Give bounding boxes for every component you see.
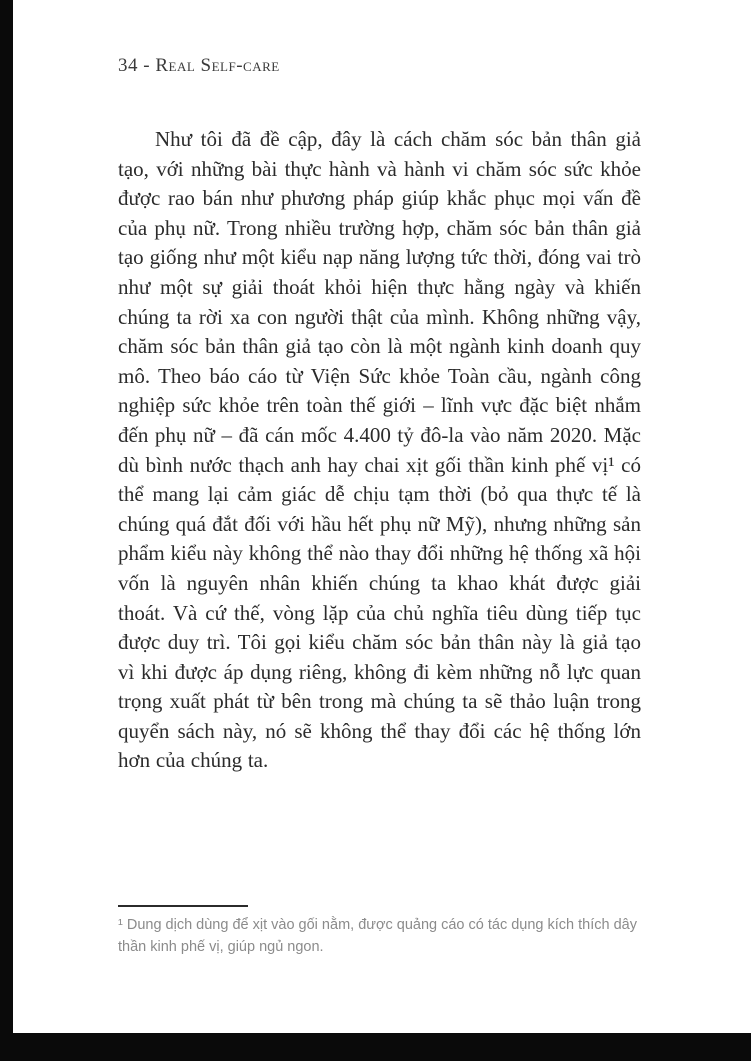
footnote-separator-rule xyxy=(118,905,248,907)
page-number: 34 xyxy=(118,55,138,76)
body-paragraph: Như tôi đã đề cập, đây là cách chăm sóc bản thân giả tạo, với những bài thực hành và hành vi chăm sóc sức khỏe được rao bán như phương pháp giúp khắc phục mọi vấn đề của phụ nữ. Trong nhiều trường hợp, chăm sóc bản thân giả tạo giống như một kiểu nạp năng lượng tức thời, đóng vai trò như một sự giải thoát khỏi hiện thực hằng ngày và khiến chúng ta rời xa con người thật của mình. Không những vậy, chăm sóc bản thân giả tạo còn là một ngành kinh doanh quy mô. Theo báo cáo từ Viện Sức khỏe Toàn cầu, ngành công nghiệp sức khỏe trên toàn thế giới – lĩnh vực đặc biệt nhắm đến phụ nữ – đã cán mốc 4.400 tỷ đô-la vào năm 2020. Mặc dù bình nước thạch anh hay chai xịt gối thần kinh phế vị¹ có thể mang lại cảm giác dễ chịu tạm thời (bỏ qua thực tế là chúng quá đắt đối với hầu hết phụ nữ Mỹ), nhưng những sản phẩm kiểu này không thể nào thay đổi những hệ thống xã hội vốn là nguyên nhân khiến chúng ta khao khát được giải thoát. Và cứ thế, vòng lặp của chủ nghĩa tiêu dùng tiếp tục được duy trì. Tôi gọi kiểu chăm sóc bản thân này là giả tạo vì khi được áp dụng riêng, không đi kèm những nỗ lực quan trọng xuất phát từ bên trong mà chúng ta sẽ thảo luận trong quyển sách này, nó sẽ không thể thay đổi các hệ thống lớn hơn của chúng ta. xyxy=(118,127,641,773)
book-title: Real Self-care xyxy=(155,55,280,76)
footnote-block xyxy=(118,905,641,958)
header-separator: - xyxy=(138,55,156,76)
book-page xyxy=(13,0,751,1033)
page-header xyxy=(118,55,641,77)
footnote-text: ¹ Dung dịch dùng để xịt vào gối nằm, được quảng cáo có tác dụng kích thích dây thần kinh phế vị, giúp ngủ ngon. xyxy=(118,917,637,955)
